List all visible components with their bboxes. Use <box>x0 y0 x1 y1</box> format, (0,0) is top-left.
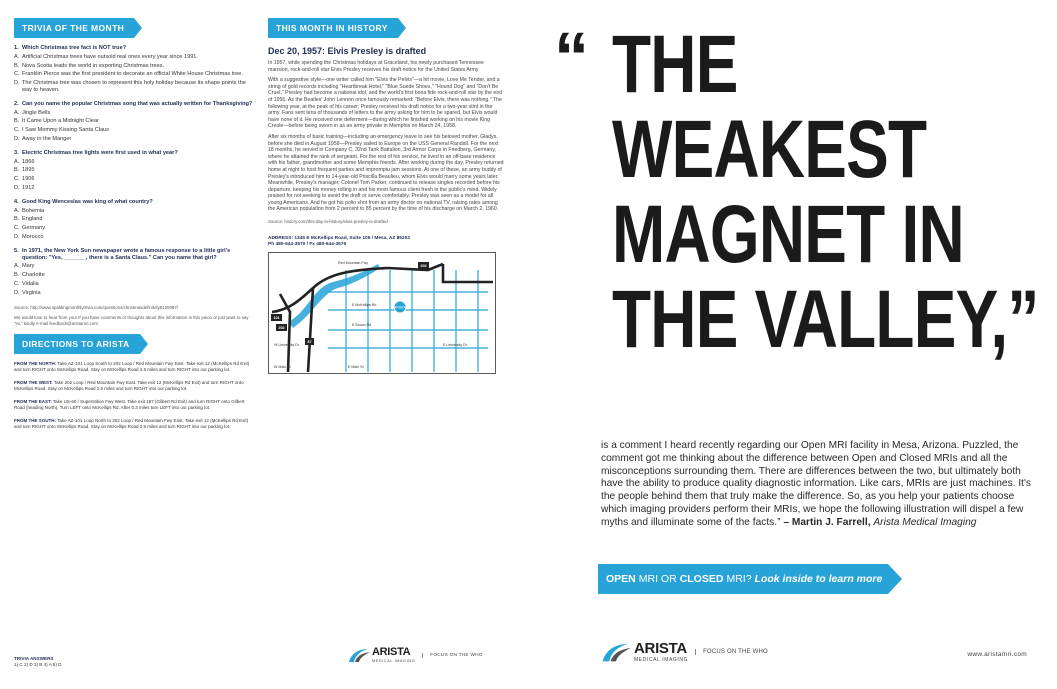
question-prompt: In 1971, the New York Sun newspaper wrote a famous response to a little girl's question: "Yes, _______, there is a Santa Claus." Can you name that girl? <box>22 247 231 261</box>
option-text: England <box>22 216 43 223</box>
answer-option <box>14 263 254 270</box>
map-label-mckellips: E McKellips Rd <box>352 303 377 308</box>
arista-logo-icon <box>346 646 372 664</box>
shield-202-label: 202 <box>278 326 285 331</box>
footer-logo-large <box>598 640 768 664</box>
headline-line-2: WEAKEST <box>612 104 927 195</box>
trivia-answers-text: 1) C 2) D 3) B 4) A 5) D <box>14 662 62 667</box>
address-block <box>268 236 504 248</box>
comment-byline: – Martin J. Farrell, <box>783 516 871 528</box>
question-prompt: Electric Christmas tree lights were first used in what year? <box>22 149 178 156</box>
history-headline: Dec 20, 1957: Elvis Presley is drafted <box>268 46 427 56</box>
option-letter: C. <box>14 176 20 183</box>
option-letter: A. <box>14 53 20 60</box>
answer-option <box>14 290 254 297</box>
marker-label: ARISTA <box>394 305 406 310</box>
answer-option <box>14 208 254 215</box>
direction-heading: FROM THE NORTH: <box>14 361 57 367</box>
question-prompt: Which Christmas tree fact is NOT true? <box>22 45 127 51</box>
comment-company: Arista Medical Imaging <box>873 516 977 528</box>
answer-option <box>14 63 254 70</box>
website-url[interactable]: www.aristamri.com <box>967 651 1027 658</box>
directions-list <box>14 361 254 430</box>
history-source: Source: history.com/this-day-in-history/elvis-presley-is-drafted <box>268 219 388 225</box>
option-letter: D. <box>14 135 20 142</box>
question-text <box>14 101 254 108</box>
question-number: 2. <box>14 100 19 107</box>
feedback-contact: We would love to hear from you! If you have comments or thoughts about this information in this piece or just want to say "Hi," kindly e-mail feedback@aristamri.com <box>14 314 249 326</box>
option-letter: A. <box>14 158 20 165</box>
question-text <box>14 248 254 262</box>
direction-body: Take US-60 / Superstition Fwy West. Take exit 187 (Gilbert Rd Exit) and turn RIGHT onto Gilbert Road (heading North). Turn LEFT onto McKellips Rd. After 0.3 miles turn LEFT into our parking lot. <box>14 399 245 411</box>
cta-open: OPEN <box>606 573 636 585</box>
answer-options <box>14 159 254 192</box>
headline-line-3: MAGNET IN <box>612 189 964 280</box>
answer-option <box>14 127 254 134</box>
map-label-univ-east: E University Dr <box>443 343 467 348</box>
question-prompt: Good King Wenceslas was king of what country? <box>22 198 153 205</box>
phone-line: Ph 480-644-3570 / Fx 480-644-3579 <box>268 242 347 248</box>
option-text: Vidalia <box>22 280 39 287</box>
cta-banner[interactable] <box>598 564 888 594</box>
shield-202b-label: 202 <box>420 264 427 269</box>
trivia-answers <box>14 656 61 668</box>
trivia-question <box>14 45 254 94</box>
option-text: It Came Upon a Midnight Clear <box>22 118 99 125</box>
answer-option <box>14 272 254 279</box>
history-column <box>268 0 504 689</box>
option-text: Artificial Christmas trees have outsold real ones every year since 1991. <box>22 53 198 60</box>
option-text: Away in the Manger <box>22 135 72 142</box>
option-letter: B. <box>14 167 20 174</box>
map-label-univ-west: W University Dr <box>274 343 299 348</box>
option-letter: A. <box>14 207 20 214</box>
shield-87-label: 87 <box>307 340 312 345</box>
cover-headline <box>612 19 1039 365</box>
headline-line-4: THE VALLEY,” <box>612 274 1039 365</box>
trivia-source: Source: http://www.spaldingmonthlytrivia.com/questions/christmasdefinitely8120087/ <box>14 304 178 310</box>
option-text: 1895 <box>22 167 35 174</box>
option-letter: C. <box>14 71 20 78</box>
option-letter: A. <box>14 109 20 116</box>
shield-101-label: 101 <box>273 316 280 321</box>
trivia-question <box>14 248 254 297</box>
answer-options <box>14 54 254 94</box>
trivia-question <box>14 150 254 192</box>
question-number: 3. <box>14 149 19 156</box>
direction-block <box>14 399 254 411</box>
open-quote-mark: “ <box>554 18 589 96</box>
option-letter: B. <box>14 272 20 279</box>
map-label-main-east: E Main St <box>348 365 364 370</box>
answer-option <box>14 167 254 174</box>
direction-block <box>14 361 254 373</box>
option-letter: B. <box>14 62 20 69</box>
answer-option <box>14 136 254 143</box>
history-paragraph-2: With a suggestive style—one writer called him "Elvis the Pelvis"—a hit movie, Love Me Tender, and a string of gold records including "Heartbreak Hotel," "Blue Suede Shoes," "Hound Dog" and "Don't Be Cruel," Presley had become a national idol, and the world's first bona fide rock-and-roll star by the end of 1956. As the Beatles' John Lennon once famously remarked: "Before Elvis, there was nothing." The following year, at the peak of his career, Presley received his draft notice for a two-year stint in the army. Fans sent tens of thousands of letters to the army asking for him to be spared, but Elvis would have none of it. He received one deferment—during which he finished working on his movie King Creole—before being sworn in as an army private in Memphis on March 24, 1958. <box>268 77 503 130</box>
cta-link-text: Look inside to learn more <box>754 573 883 585</box>
question-number: 5. <box>14 247 19 254</box>
option-text: Bohemia <box>22 207 45 214</box>
directions-map <box>268 252 496 374</box>
option-letter: D. <box>14 184 20 191</box>
question-text <box>14 199 254 206</box>
option-text: Morocco <box>22 233 44 240</box>
logo-subtitle-large: MEDICAL IMAGING <box>634 657 689 663</box>
option-text: The Christmas tree was chosen to represent this holy holiday because its shape points the way to heaven. <box>22 80 246 93</box>
question-text <box>14 45 254 52</box>
answer-option <box>14 159 254 166</box>
cover-panel <box>536 0 1057 689</box>
headline-line-1: THE <box>612 19 738 110</box>
direction-body: Take 202 Loop / Red Mountain Fwy East. Take exit 12 (McKellips Rd Exit) and turn RIGHT onto McKellips Road. Stay on McKellips Road 2.5 miles and turn RIGHT into our parking lot. <box>14 380 244 392</box>
answer-options <box>14 263 254 296</box>
arista-logo-large-icon <box>598 640 634 664</box>
option-letter: A. <box>14 263 20 270</box>
option-letter: C. <box>14 127 20 134</box>
address-line: ADDRESS: 1345 E McKellips Road, Suite 105 / Mesa, AZ 85203 <box>268 236 410 242</box>
question-prompt: Can you name the popular Christmas song that was actually written for Thanksgiving? <box>22 100 253 107</box>
cover-comment <box>601 440 1041 530</box>
cta-mid: MRI OR <box>638 573 677 585</box>
answer-option <box>14 234 254 241</box>
history-tab: THIS MONTH IN HISTORY <box>268 18 398 38</box>
direction-body: Take AZ-101 Loop North to 202 Loop / Red Mountain Fwy East. Take exit 12 (McKellips Rd Exit) and turn RIGHT onto McKellips Road. Stay on McKellips Road 2.5 miles and turn RIGHT into our parking lot. <box>14 418 249 430</box>
answer-option <box>14 118 254 125</box>
option-text: Mary <box>22 263 35 270</box>
answer-option <box>14 176 254 183</box>
answer-option <box>14 216 254 223</box>
option-text: Virginia <box>22 289 41 296</box>
logo-tagline: FOCUS ON THE WHO <box>422 653 482 658</box>
footer-logo-small <box>346 646 483 664</box>
map-label-brown: E Brown Rd <box>352 323 372 328</box>
logo-tagline-large: FOCUS ON THE WHO <box>695 649 768 655</box>
question-number: 1. <box>14 45 19 51</box>
history-paragraph-3: After six months of basic training—including an emergency leave to see his beloved mother, Gladys, before she died in August 1958—Presley sailed to Europe on the USS General Randall. For the next 18 months, he served in Company C, 32nd Tank Battalion, 3rd Armor Corps in Friedberg, Germany, where he attained the rank of sergeant. For the rest of his service, he lived in an off-base residence with his father, grandmother and some Memphis friends. After working during the day, Presley returned home at night to host frequent parties and impromptu jam sessions. At one of these, an army buddy of Presley's introduced him to 14-year-old Priscilla Beaulieu, whom Elvis would marry some years later. Meanwhile, Presley's manager, Colonel Tom Parker, continued to release singles recorded before his departure, keeping his money rolling in and his most famous client fresh in the public's mind. Widely praised for not seeking to avoid the draft or serve comfortably, Presley was seen as a model for all young Americans. And he got his polio shot from an army doctor on national TV, raising rates among the American population from 2 percent to 85 percent by the time of his discharge on March 2, 1960. <box>268 133 504 213</box>
answer-option <box>14 225 254 232</box>
option-letter: B. <box>14 118 20 125</box>
direction-heading: FROM THE SOUTH: <box>14 418 56 424</box>
cta-closed: CLOSED <box>679 573 724 585</box>
option-text: Nova Scotia leads the world in exporting Christmas trees. <box>22 62 165 69</box>
direction-heading: FROM THE EAST: <box>14 399 52 405</box>
answer-option <box>14 54 254 61</box>
answer-option <box>14 110 254 117</box>
direction-body: Take AZ-101 Loop South to 202 Loop / Red Mountain Fwy East. Take exit 12 (McKellips Rd Exit) and turn RIGHT onto McKellips Road. Stay on McKellips Road 2.5 miles and turn RIGHT into our parking lot. <box>14 361 250 373</box>
direction-heading: FROM THE WEST: <box>14 380 53 386</box>
trivia-question <box>14 101 254 143</box>
answer-option <box>14 71 254 78</box>
map-label-main-west: W Main St <box>274 365 291 370</box>
answer-option <box>14 185 254 192</box>
logo-subtitle: MEDICAL IMAGING <box>372 659 416 663</box>
answer-option <box>14 281 254 288</box>
trivia-question <box>14 199 254 241</box>
option-letter: D. <box>14 233 20 240</box>
trivia-answers-heading: TRIVIA ANSWERS <box>14 656 54 661</box>
option-text: Charlotte <box>22 272 45 279</box>
history-paragraph-1: In 1957, while spending the Christmas holidays at Graceland, his newly purchased Tennessee mansion, rock-and-roll star Elvis Presley receives his draft notice for the United States Army. <box>268 60 484 73</box>
answer-options <box>14 208 254 241</box>
trivia-tab: TRIVIA OF THE MONTH <box>14 18 134 38</box>
option-letter: C. <box>14 280 20 287</box>
option-letter: C. <box>14 225 20 232</box>
trivia-questions <box>14 45 254 297</box>
option-text: 1912 <box>22 184 35 191</box>
comment-body: is a comment I heard recently regarding our Open MRI facility in Mesa, Arizona. Puzzled, the comment got me thinking about the difference between Open and Closed MRIs and all the misconceptions surrounding them. There are differences between the two, but ultimately both have the ability to produce quality diagnostic information. Like cars, MRIs are just machines. It's the people behind them that truly make the difference. So, as you help your patients choose which imaging providers perform their MRIs, we hope the following illustration will dispel a few myths and illuminate some of the facts.” <box>601 440 1032 528</box>
map-label-fwy: Red Mountain Fwy <box>338 261 368 266</box>
question-number: 4. <box>14 198 19 205</box>
option-text: 1866 <box>22 158 35 165</box>
direction-block <box>14 418 254 430</box>
direction-block <box>14 380 254 392</box>
trivia-column <box>14 0 254 689</box>
option-text: Jingle Bells <box>22 109 51 116</box>
question-text <box>14 150 254 157</box>
option-text: Germany <box>22 225 46 232</box>
answer-options <box>14 110 254 143</box>
option-text: 1906 <box>22 176 35 183</box>
answer-option <box>14 80 254 94</box>
option-text: I Saw Mommy Kissing Santa Claus <box>22 127 110 134</box>
directions-tab: DIRECTIONS TO ARISTA <box>14 334 140 354</box>
option-letter: B. <box>14 216 20 223</box>
logo-wordmark-large: ARISTA <box>634 640 687 657</box>
cta-question: MRI? <box>726 573 752 585</box>
logo-wordmark: ARISTA <box>372 646 411 658</box>
option-letter: D. <box>14 80 20 87</box>
option-text: Franklin Pierce was the first president to decorate an official White House Christmas tree. <box>22 71 243 78</box>
option-letter: D. <box>14 289 20 296</box>
